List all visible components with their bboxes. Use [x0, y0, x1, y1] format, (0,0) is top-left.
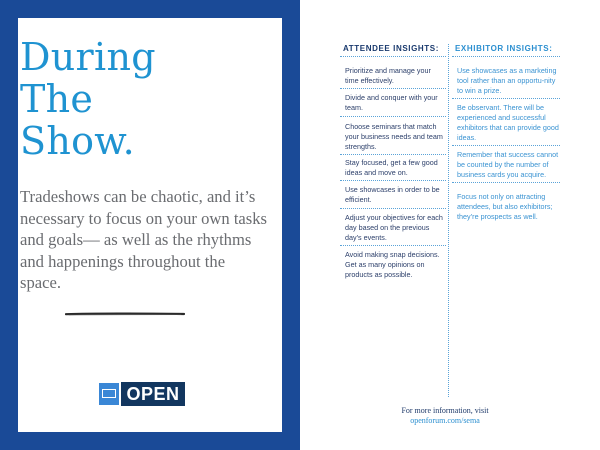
attendee-heading-rule: [340, 56, 446, 57]
headline-line-1: During: [20, 35, 156, 79]
exhibitor-divider: [452, 98, 560, 99]
headline-line-2: The: [20, 77, 94, 121]
headline: [20, 36, 250, 162]
footer-note: For more information, visit: [401, 406, 489, 415]
exhibitor-tip: Focus not only on attracting attendees, but also exhibitors; they’re prospects as well.: [457, 192, 553, 221]
attendee-heading: ATTENDEE INSIGHTS:: [343, 44, 439, 53]
attendee-divider: [340, 154, 446, 155]
exhibitor-divider: [452, 182, 560, 183]
attendee-divider: [340, 88, 446, 89]
logo-word: OPEN: [121, 382, 185, 406]
amex-open-logo: [98, 382, 186, 406]
exhibitor-tip: Remember that success cannot be counted by the number of business cards you acquire.: [457, 150, 559, 179]
attendee-divider: [340, 245, 446, 246]
exhibitor-divider: [452, 145, 560, 146]
attendee-tip: Use showcases in order to be efficient.: [345, 185, 440, 204]
attendee-tip: Prioritize and manage your time effectively.: [345, 66, 431, 85]
column-divider: [448, 44, 449, 397]
headline-line-3: Show.: [20, 119, 135, 163]
attendee-tip: Choose seminars that match your business needs and team strengths.: [345, 122, 443, 151]
footer-link[interactable]: openforum.com/sema: [410, 416, 480, 425]
exhibitor-tip: Be observant. There will be experienced and successful exhibitors that can provide good ideas.: [457, 103, 559, 142]
attendee-divider: [340, 208, 446, 209]
attendee-tip: Adjust your objectives for each day based on the previous day’s events.: [345, 213, 443, 242]
intro-paragraph: Tradeshows can be chaotic, and it’s necessary to focus on your own tasks and goals— as well as the rhythms and happenings throughout the space.: [20, 187, 268, 292]
attendee-tip: Stay focused, get a few good ideas and move on.: [345, 158, 438, 177]
exhibitor-heading: EXHIBITOR INSIGHTS:: [455, 44, 553, 53]
brush-stroke-divider: [65, 311, 185, 317]
amex-card-icon: [98, 382, 120, 406]
attendee-divider: [340, 116, 446, 117]
exhibitor-tip: Use showcases as a marketing tool rather than an opportu-nity to win a prize.: [457, 66, 557, 95]
attendee-tip: Avoid making snap decisions. Get as many opinions on products as possible.: [345, 250, 440, 279]
footer: [370, 406, 520, 426]
attendee-divider: [340, 180, 446, 181]
exhibitor-heading-rule: [452, 56, 560, 57]
attendee-tip: Divide and conquer with your team.: [345, 93, 438, 112]
